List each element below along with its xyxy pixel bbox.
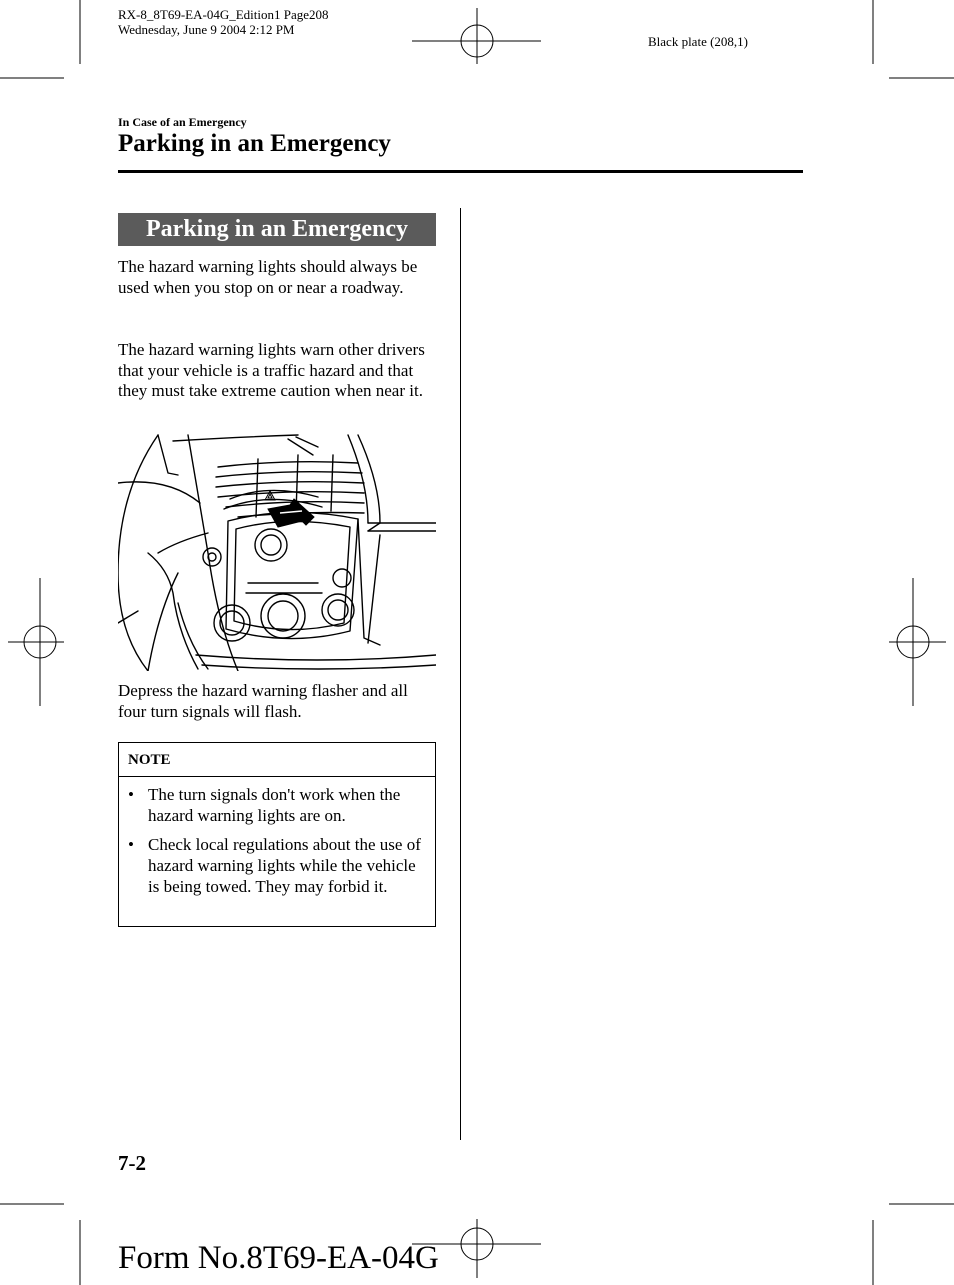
list-item bbox=[128, 785, 427, 826]
page-number: 7-2 bbox=[118, 1151, 146, 1175]
note-box bbox=[118, 742, 436, 927]
paragraph-3: Depress the hazard warning flasher and all four turn signals will flash. bbox=[118, 681, 408, 721]
paragraph-2: The hazard warning lights warn other drivers that your vehicle is a traffic hazard and that they must take extreme caution when near it. bbox=[118, 340, 425, 401]
section-label: In Case of an Emergency bbox=[118, 115, 247, 129]
section-title: Parking in an Emergency bbox=[118, 213, 436, 246]
bullet-icon: • bbox=[128, 835, 134, 855]
plate-label: Black plate (208,1) bbox=[648, 34, 748, 49]
note-item-text: Check local regulations about the use of hazard warning lights while the vehicle is being towed. They may forbid it. bbox=[148, 835, 421, 896]
chapter-title: Parking in an Emergency bbox=[118, 130, 391, 157]
form-number: Form No.8T69-EA-04G bbox=[118, 1240, 439, 1276]
list-item bbox=[128, 835, 427, 897]
column-divider bbox=[460, 208, 461, 1140]
bullet-icon: • bbox=[128, 785, 134, 804]
paragraph-1: The hazard warning lights should always be used when you stop on or near a roadway. bbox=[118, 257, 418, 297]
slug-line-1: RX-8_8T69-EA-04G_Edition1 Page208 bbox=[118, 7, 329, 22]
note-item-text: The turn signals don't work when the hazard warning lights are on. bbox=[148, 785, 401, 825]
slug-line-2: Wednesday, June 9 2004 2:12 PM bbox=[118, 22, 295, 37]
chapter-rule bbox=[118, 170, 803, 173]
print-slug bbox=[118, 7, 329, 37]
dashboard-illustration bbox=[118, 433, 436, 671]
note-heading: NOTE bbox=[119, 743, 435, 777]
note-list bbox=[119, 777, 435, 898]
